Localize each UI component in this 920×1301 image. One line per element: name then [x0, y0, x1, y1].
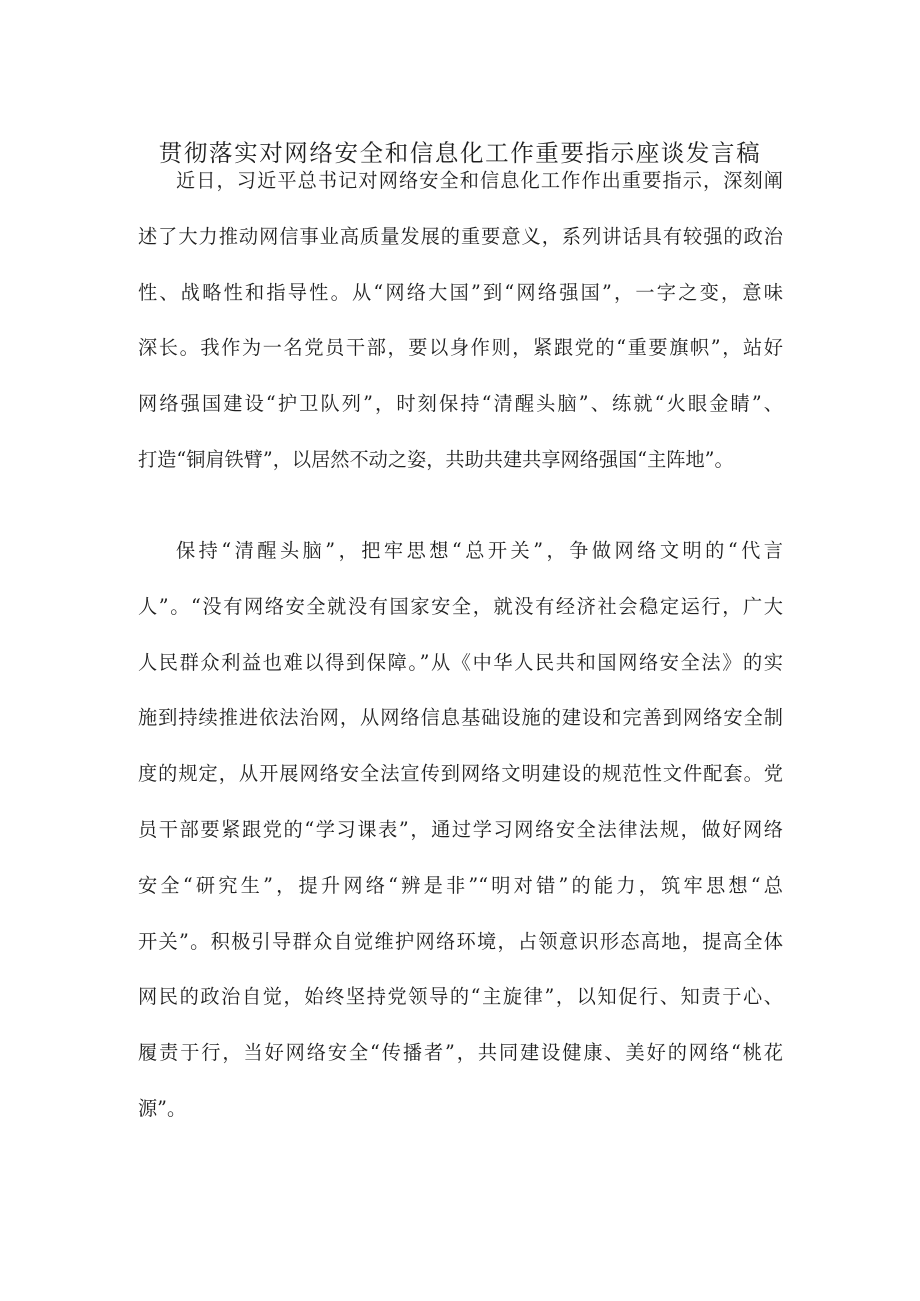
paragraph-line: 打造“铜肩铁臂”，以居然不动之姿，共助共建共享网络强国“主阵地”。: [138, 447, 734, 471]
paragraph-line: 开关”。积极引导群众自觉维护网络环境，占领意识形态高地，提高全体: [138, 929, 783, 953]
paragraph-line: 网络强国建设“护卫队列”，时刻保持“清醒头脑”、练就“火眼金睛”、: [138, 392, 783, 416]
paragraph-line: 深长。我作为一名党员干部，要以身作则，紧跟党的“重要旗帜”，站好: [138, 336, 783, 360]
paragraph-line: 履责于行，当好网络安全“传播者”，共同建设健康、美好的网络“桃花: [138, 1041, 783, 1065]
paragraph-line: 度的规定，从开展网络安全法宣传到网络文明建设的规范性文件配套。党: [138, 762, 783, 786]
paragraph-1: [138, 153, 783, 488]
paragraph-line: 网民的政治自觉，始终坚持党领导的“主旋律”，以知促行、知责于心、: [138, 985, 783, 1009]
paragraph-line: 性、战略性和指导性。从“网络大国”到“网络强国”，一字之变，意味: [138, 280, 783, 304]
paragraph-line: 人”。“没有网络安全就没有国家安全，就没有经济社会稳定运行，广大: [138, 594, 783, 618]
document-title: 贯彻落实对网络安全和信息化工作重要指示座谈发言稿: [158, 139, 762, 167]
paragraph-2: [138, 523, 783, 1137]
paragraph-line: 近日，习近平总书记对网络安全和信息化工作作出重要指示，深刻阐: [176, 169, 783, 192]
paragraph-line: 安全“研究生”，提升网络“辨是非”“明对错”的能力，筑牢思想“总: [138, 873, 783, 897]
paragraph-line: 员干部要紧跟党的“学习课表”，通过学习网络安全法律法规，做好网络: [138, 817, 783, 841]
paragraph-line: 源”。: [138, 1096, 187, 1120]
paragraph-line: 人民群众利益也难以得到保障。”从《中华人民共和国网络安全法》的实: [138, 650, 783, 674]
paragraph-line: 保持“清醒头脑”，把牢思想“总开关”，争做网络文明的“代言: [176, 539, 783, 562]
paragraph-line: 施到持续推进依法治网，从网络信息基础设施的建设和完善到网络安全制: [138, 706, 783, 730]
paragraph-line: 述了大力推动网信事业高质量发展的重要意义，系列讲话具有较强的政治: [138, 224, 783, 248]
